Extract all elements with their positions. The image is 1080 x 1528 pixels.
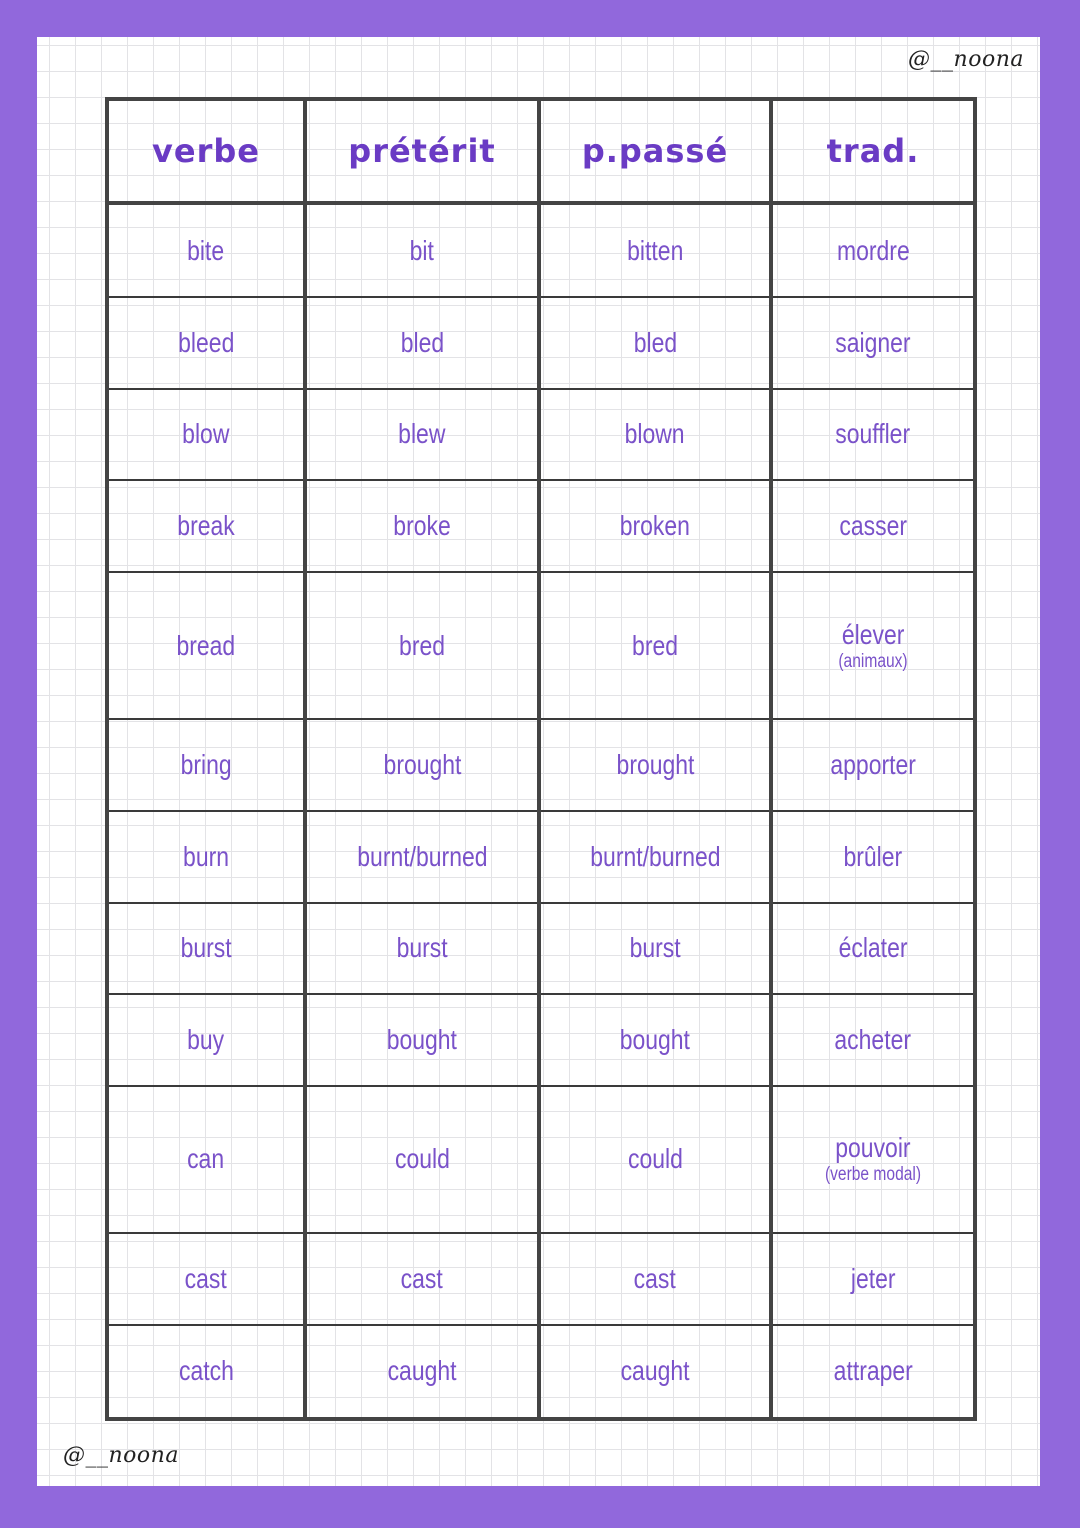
cell-traduction [771, 719, 975, 811]
cell-traduction-text: acheter [834, 1023, 912, 1055]
header-participe-passe: p.passé [539, 99, 771, 203]
cell-verbe [107, 572, 305, 720]
cell-traduction [771, 389, 975, 481]
cell-preterit [305, 994, 539, 1086]
cell-verbe-text: catch [178, 1355, 234, 1387]
cell-verbe-text: blow [182, 418, 230, 450]
cell-traduction-text: saigner [835, 326, 911, 358]
cell-participe-passe [539, 1325, 771, 1419]
cell-preterit-text: brought [383, 749, 461, 781]
table-body [107, 203, 975, 1419]
cell-participe-passe-text: bled [633, 326, 677, 358]
header-preterit: prétérit [305, 99, 539, 203]
cell-participe-passe-text: caught [620, 1355, 690, 1387]
cell-participe-passe [539, 203, 771, 297]
header-traduction: trad. [771, 99, 975, 203]
cell-traduction-text: brûler [843, 840, 903, 872]
cell-traduction-text: mordre [836, 234, 910, 266]
translation-note: (animaux) [838, 650, 908, 672]
cell-verbe-text: can [187, 1143, 225, 1175]
cell-participe-passe [539, 994, 771, 1086]
cell-participe-passe-text: bitten [626, 234, 684, 266]
cell-preterit-text: bred [399, 629, 445, 661]
cell-verbe [107, 903, 305, 995]
cell-verbe-text: burst [180, 932, 232, 964]
cell-verbe-text: break [177, 510, 235, 542]
cell-traduction [771, 297, 975, 389]
cell-traduction-text: pouvoir [835, 1132, 911, 1164]
cell-traduction [771, 994, 975, 1086]
cell-traduction-text: casser [839, 510, 907, 542]
cell-traduction-text: jeter [850, 1263, 896, 1295]
table-row [107, 480, 975, 572]
cell-traduction [771, 203, 975, 297]
cell-verbe [107, 811, 305, 903]
cell-verbe [107, 994, 305, 1086]
cell-verbe [107, 297, 305, 389]
cell-participe-passe [539, 572, 771, 720]
cell-traduction-text: attraper [833, 1355, 913, 1387]
table-row [107, 389, 975, 481]
cell-participe-passe [539, 389, 771, 481]
cell-preterit-text: bought [386, 1023, 458, 1055]
cell-preterit [305, 1086, 539, 1234]
cell-verbe [107, 1233, 305, 1325]
cell-preterit [305, 903, 539, 995]
cell-traduction [771, 903, 975, 995]
cell-traduction-text: élever [841, 618, 905, 650]
author-handle-bottom: @__noona [63, 1443, 179, 1468]
table-row [107, 1086, 975, 1234]
cell-verbe-text: buy [187, 1023, 225, 1055]
cell-participe-passe-text: burst [629, 932, 681, 964]
cell-preterit [305, 719, 539, 811]
cell-participe-passe [539, 811, 771, 903]
cell-traduction-text: éclater [838, 932, 908, 964]
cell-preterit-text: bled [400, 326, 444, 358]
cell-preterit-text: broke [393, 510, 451, 542]
cell-participe-passe-text: bought [619, 1023, 691, 1055]
translation-note: (verbe modal) [824, 1164, 922, 1186]
cell-preterit-text: blew [398, 418, 446, 450]
table-row [107, 1233, 975, 1325]
cell-participe-passe-text: could [627, 1143, 683, 1175]
table-row [107, 994, 975, 1086]
cell-verbe [107, 480, 305, 572]
header-verbe: verbe [107, 99, 305, 203]
cell-traduction [771, 480, 975, 572]
cell-participe-passe-text: burnt/burned [589, 840, 721, 872]
table-row [107, 719, 975, 811]
cell-participe-passe [539, 1086, 771, 1234]
cell-traduction [771, 1086, 975, 1234]
cell-traduction-text: apporter [830, 749, 916, 781]
cell-preterit-text: burnt/burned [356, 840, 488, 872]
cell-verbe-text: bleed [177, 326, 235, 358]
table-row [107, 811, 975, 903]
cell-traduction [771, 1233, 975, 1325]
irregular-verbs-table [105, 97, 977, 1421]
cell-participe-passe [539, 719, 771, 811]
cell-traduction-text: souffler [835, 418, 911, 450]
cell-verbe [107, 719, 305, 811]
table-row [107, 903, 975, 995]
cell-preterit [305, 1325, 539, 1419]
cell-preterit [305, 1233, 539, 1325]
cell-participe-passe-text: cast [633, 1263, 677, 1295]
cell-participe-passe-text: bred [632, 629, 678, 661]
cell-verbe [107, 1325, 305, 1419]
table-row [107, 203, 975, 297]
cell-preterit [305, 572, 539, 720]
cell-traduction [771, 1325, 975, 1419]
author-handle-top: @__noona [908, 47, 1024, 72]
cell-participe-passe [539, 297, 771, 389]
cell-participe-passe-text: brought [616, 749, 694, 781]
cell-participe-passe [539, 1233, 771, 1325]
cell-verbe [107, 1086, 305, 1234]
notebook-page [37, 37, 1040, 1486]
cell-verbe-text: bite [187, 234, 225, 266]
cell-traduction [771, 572, 975, 720]
table-row [107, 1325, 975, 1419]
cell-verbe-text: burn [183, 840, 229, 872]
cell-preterit [305, 297, 539, 389]
cell-preterit [305, 480, 539, 572]
cell-verbe-text: bring [180, 749, 232, 781]
cell-preterit [305, 203, 539, 297]
cell-traduction [771, 811, 975, 903]
cell-preterit-text: could [394, 1143, 450, 1175]
cell-verbe [107, 389, 305, 481]
cell-participe-passe [539, 903, 771, 995]
cell-participe-passe-text: blown [624, 418, 685, 450]
cell-preterit-text: bit [409, 234, 435, 266]
cell-participe-passe-text: broken [619, 510, 691, 542]
header-row [107, 99, 975, 203]
cell-verbe [107, 203, 305, 297]
cell-preterit [305, 389, 539, 481]
cell-participe-passe [539, 480, 771, 572]
table-row [107, 297, 975, 389]
cell-preterit-text: cast [400, 1263, 444, 1295]
cell-preterit-text: caught [387, 1355, 457, 1387]
cell-verbe-text: cast [184, 1263, 228, 1295]
cell-verbe-text: bread [176, 629, 236, 661]
cell-preterit [305, 811, 539, 903]
cell-preterit-text: burst [396, 932, 448, 964]
table-row [107, 572, 975, 720]
